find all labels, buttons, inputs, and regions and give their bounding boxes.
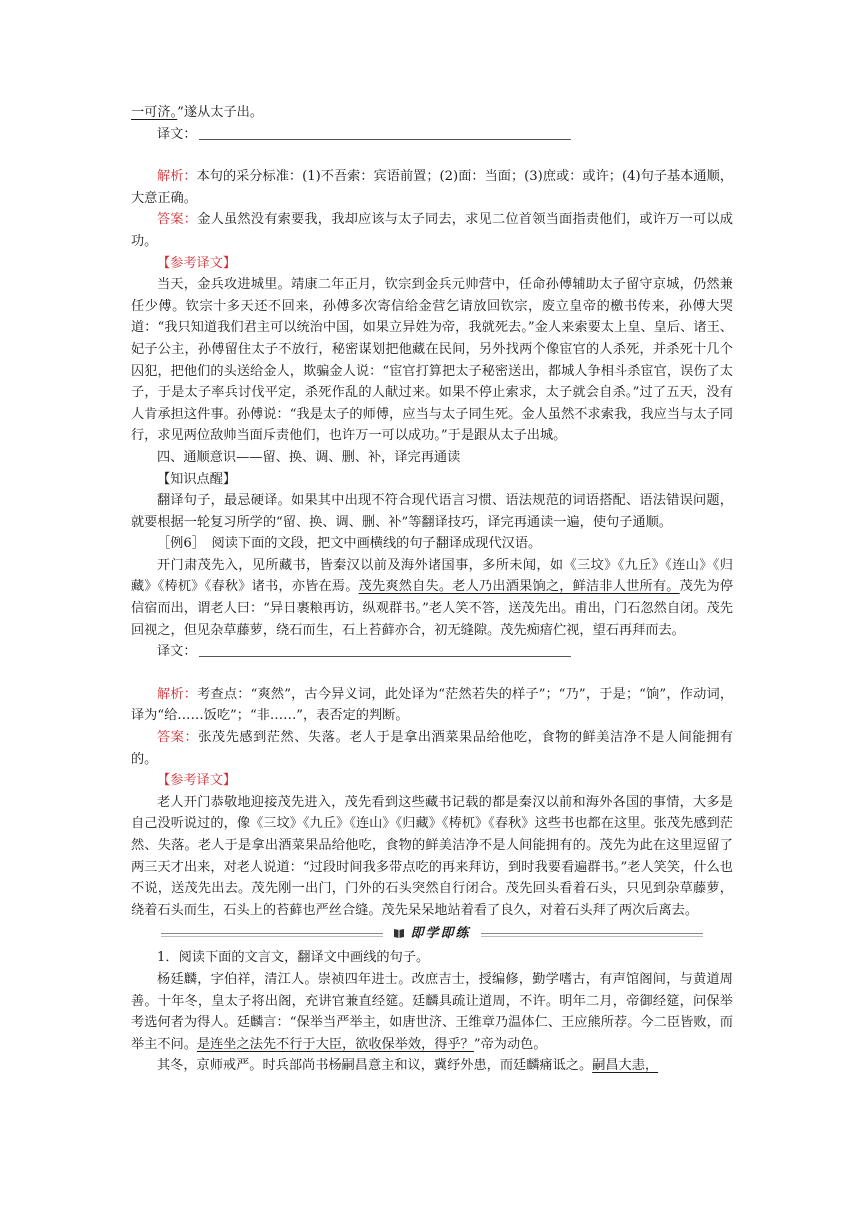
answer-blank — [199, 125, 571, 140]
banner-title: 即学即练 — [410, 925, 471, 941]
exercise-1-passage-2: 其冬，京师戒严。时兵部尚书杨嗣昌意主和议，冀纾外患，而廷麟痛诋之。嗣昌大恚， — [157, 1058, 659, 1074]
underlined-sentence: 茂先爽然自失。老人乃出酒果饷之，鲜洁非人世所有。 — [358, 579, 680, 595]
underlined-sentence: 是连坐之法先不行于大臣，欲收保举效，得乎？ — [196, 1036, 474, 1052]
book-icon — [393, 928, 405, 938]
reference-translation-2: 老人开门恭敬地迎接茂先进入，茂先看到这些藏书记载的都是秦汉以前和海外各国的事情，大多是自己没听说过的，像《三坟》《九丘》《连山》《归藏》《梼杌》《春秋》这些书也都在这里。张茂先感到茫然、失落。老人于是拿出酒菜果品给他吃，食物的鲜美洁净不是人间能拥有的。茂先为此在这里逗留了两三天才出来，对老人说道：“过段时间我多带点吃的再来拜访，到时我要看遍群书。”老人笑笑，什么也不说，送茂先出去。茂先刚一出门，门外的石头突然自行闭合。茂先回头看着石头，只见到杂草藤萝，绕着石头而生，石头上的苔藓也严丝合缝。茂先呆呆地站着看了良久，对着石头拜了两次后离去。 — [131, 794, 733, 918]
answer-blank — [199, 642, 571, 657]
tip-label: 【知识点醒】 — [157, 471, 237, 487]
analysis-1: 解析：本句的采分标准：(1)不吾索：宾语前置；(2)面：当面；(3)庶或：或许；(4)句子基本通顺，大意正确。 — [131, 169, 734, 206]
exercise-1-passage: 杨廷麟，字伯祥，清江人。崇祯四年进士。改庶吉士，授编修，勤学嗜古，有声馆阁间，与黄道周善。十年冬，皇太子将出阁，充讲官兼直经筵。廷麟具疏让道周，不许。明年二月，帝御经筵，问保举考选何者为得人。廷麟言：“保举当严举主，如唐世济、王维章乃温体仁、王应熊所荐。今二臣皆败，而举主不问。是连坐之法先不行于大臣，欲收保举效，得乎？”帝为动色。 — [131, 971, 733, 1052]
example-6-passage: 开门肃茂先入，见所藏书，皆秦汉以前及海外诸国事，多所未闻，如《三坟》《九丘》《连山》《归藏》《梼杌》《春秋》诸书，亦皆在焉。茂先爽然自失。老人乃出酒果饷之，鲜洁非人世所有。茂先为停信宿而出，谓老人曰：“异日裹粮再访，纵观群书。”老人笑不答，送茂先出。甫出，门石忽然自闭。茂先回视之，但见杂草藤萝，绕石而生，石上苔藓亦合，初无缝隙。茂先痴瘖伫视，望石再拜而去。 — [131, 557, 734, 638]
exercise-1-prompt: 1．阅读下面的文言文，翻译文中画线的句子。 — [157, 950, 430, 966]
document-body — [131, 102, 733, 1077]
answer-2: 答案：张茂先感到茫然、失落。老人于是拿出酒菜果品给他吃，食物的鲜美洁净不是人间能拥有的。 — [131, 730, 734, 767]
reference-label: 【参考译文】 — [157, 255, 237, 271]
reference-translation-1: 当天，金兵攻进城里。靖康二年正月，钦宗到金兵元帅营中，任命孙傅辅助太子留守京城，仍然兼任少傅。钦宗十多天还不回来，孙傅多次寄信给金营乞请放回钦宗，废立皇帝的檄书传来，孙傅大哭道：“我只知道我们君主可以统治中国，如果立异姓为帝，我就死去。”金人来索要太上皇、皇后、诸王、妃子公主，孙傅留住太子不放行，秘密谋划把他藏在民间，另外找两个像宦官的人杀死，并杀死十几个囚犯，把他们的头送给金人，欺骗金人说：“宦官打算把太子秘密送出，都城人争相斗杀宦官，误伤了太子，于是太子率兵讨伐平定，杀死作乱的人献过来。如果不停止索求，太子就会自杀。”过了五天，没有人肯承担这件事。孙傅说：“我是太子的师傅，应当与太子同生死。金人虽然不求索我，我应当与太子同行，求见两位敌帅当面斥责他们，也许万一可以成功。”于是跟从太子出城。 — [131, 277, 733, 444]
underlined-sentence: 一可济。 — [131, 105, 178, 120]
analysis-2: 解析：考查点：“爽然”，古今异义词，此处译为“茫然若失的样子”；“乃”，于是；“饷”，作动词，译为“给……饭吃”；“非……”，表否定的判断。 — [131, 686, 734, 724]
example-6-prompt: ［例6］ 阅读下面的文段，把文中画横线的句子翻译成现代汉语。 — [157, 536, 542, 552]
reference-label: 【参考译文】 — [157, 773, 237, 789]
underlined-sentence: 嗣昌大恚， — [592, 1058, 659, 1074]
section-heading: 四、通顺意识——留、换、调、删、补，译完再通读 — [157, 449, 461, 465]
passage-continuation: 一可济。”遂从太子出。 — [131, 105, 264, 120]
tip-text: 翻译句子，最忌硬译。如果其中出现不符合现代语言习惯、语法规范的词语搭配、语法错误问题，就要根据一轮复习所学的“留、换、调、删、补”等翻译技巧，译完再通读一遍，使句子通顺。 — [131, 493, 733, 530]
translation-line: 译文： — [131, 124, 733, 146]
translation-line: 译文： — [131, 641, 733, 663]
answer-1: 答案：金人虽然没有索要我，我却应该与太子同去，求见二位首领当面指责他们，或许万一可以成功。 — [131, 212, 733, 249]
practice-banner — [131, 922, 733, 944]
